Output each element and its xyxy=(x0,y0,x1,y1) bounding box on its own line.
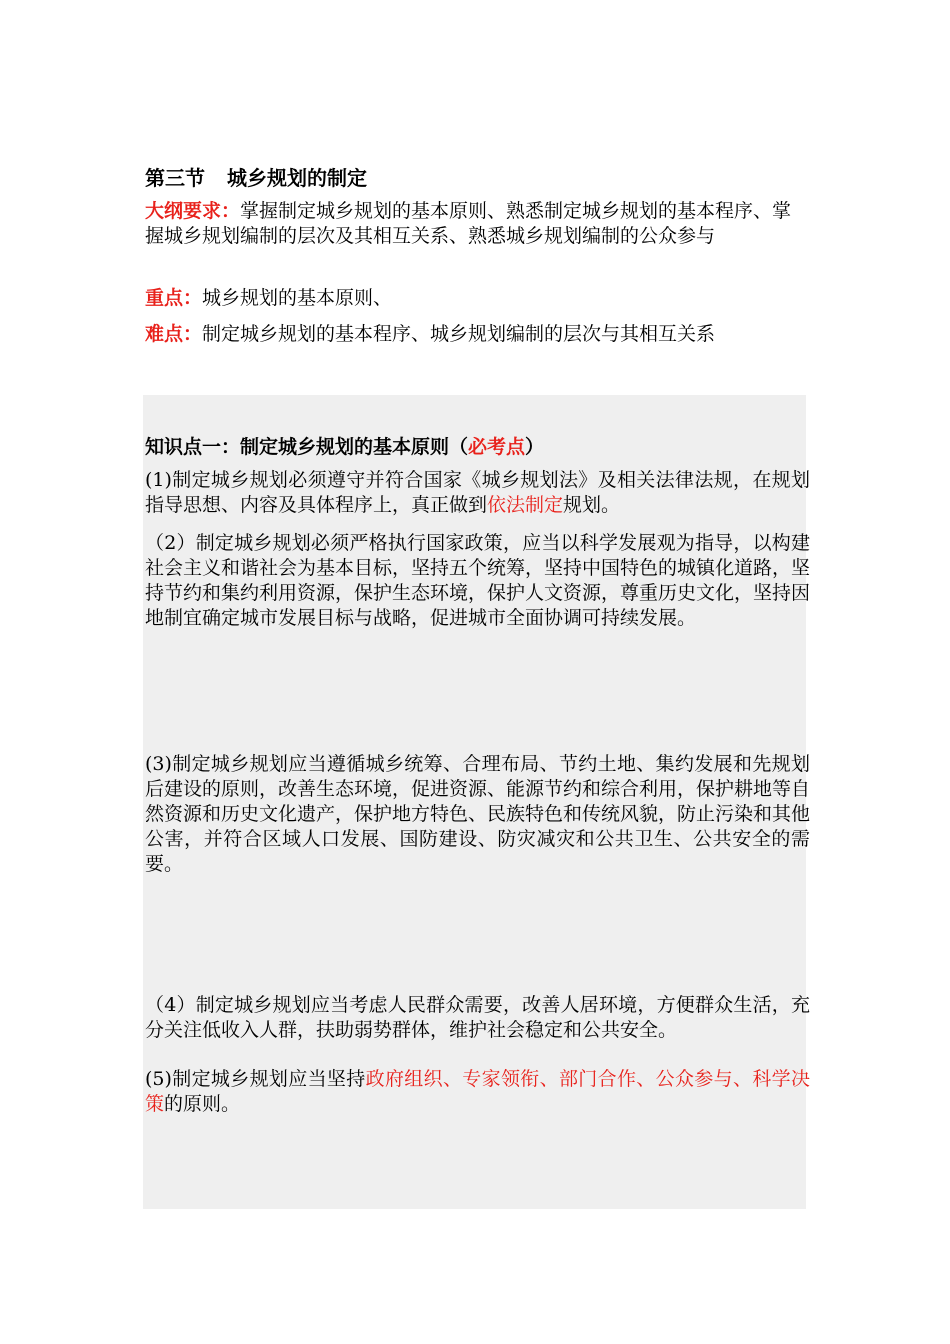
key-point xyxy=(145,286,810,311)
principle-item-2 xyxy=(145,531,810,631)
item5-highlight: 政府组织、专家领衔、部门合作、公众参与、科学决策 xyxy=(145,1068,810,1115)
principle-item-1 xyxy=(145,468,810,518)
syllabus-label: 大纲要求： xyxy=(145,200,241,222)
item5-tail: 的原则。 xyxy=(164,1093,241,1115)
item1-tail: 规划。 xyxy=(563,494,621,516)
section-heading xyxy=(145,162,367,191)
knowledge-title-suffix: ） xyxy=(525,436,545,458)
item3-text: (3)制定城乡规划应当遵循城乡统筹、合理布局、节约土地、集约发展和先规划后建设的原则，改善生态环境，促进资源、能源节约和综合利用，保护耕地等自然资源和历史文化遗产，保护地方特色、民族特色和传统风貌，防止污染和其他公害，并符合区域人口发展、国防建设、防灾减灾和公共卫生、公共安全的需要。 xyxy=(145,753,811,875)
principle-item-4 xyxy=(145,993,810,1043)
item1-highlight: 依法制定 xyxy=(487,494,564,516)
difficult-point xyxy=(145,322,810,347)
must-test-badge: 必考点 xyxy=(468,436,526,458)
item1-text: (1)制定城乡规划必须遵守并符合国家《城乡规划法》及相关法律法规，在规划指导思想、内容及具体程序上，真正做到 xyxy=(145,469,810,516)
item4-text: （4）制定城乡规划应当考虑人民群众需要，改善人居环境，方便群众生活，充分关注低收入人群，扶助弱势群体，维护社会稳定和公共安全。 xyxy=(145,994,810,1041)
key-point-text: 城乡规划的基本原则、 xyxy=(202,287,393,309)
syllabus-text: 掌握制定城乡规划的基本原则、熟悉制定城乡规划的基本程序、掌握城乡规划编制的层次及其相互关系、熟悉城乡规划编制的公众参与 xyxy=(145,200,792,247)
principle-item-5 xyxy=(145,1067,810,1117)
item5-text: (5)制定城乡规划应当坚持 xyxy=(145,1068,366,1090)
section-title: 城乡规划的制定 xyxy=(227,166,367,190)
principle-item-3 xyxy=(145,752,810,877)
key-point-label: 重点： xyxy=(145,287,203,309)
knowledge-title-prefix: 知识点一：制定城乡规划的基本原则（ xyxy=(145,436,469,458)
section-number: 第三节 xyxy=(145,166,205,190)
item2-text: （2）制定城乡规划必须严格执行国家政策，应当以科学发展观为指导，以构建社会主义和谐社会为基本目标，坚持五个统筹，坚持中国特色的城镇化道路，坚持节约和集约利用资源，保护生态环境，保护人文资源，尊重历史文化，坚持因地制宜确定城市发展目标与战略，促进城市全面协调可持续发展。 xyxy=(145,532,811,629)
syllabus-requirements xyxy=(145,199,810,249)
difficult-point-label: 难点： xyxy=(145,323,203,345)
difficult-point-text: 制定城乡规划的基本程序、城乡规划编制的层次与其相互关系 xyxy=(202,323,716,345)
knowledge-point-title xyxy=(145,432,544,459)
